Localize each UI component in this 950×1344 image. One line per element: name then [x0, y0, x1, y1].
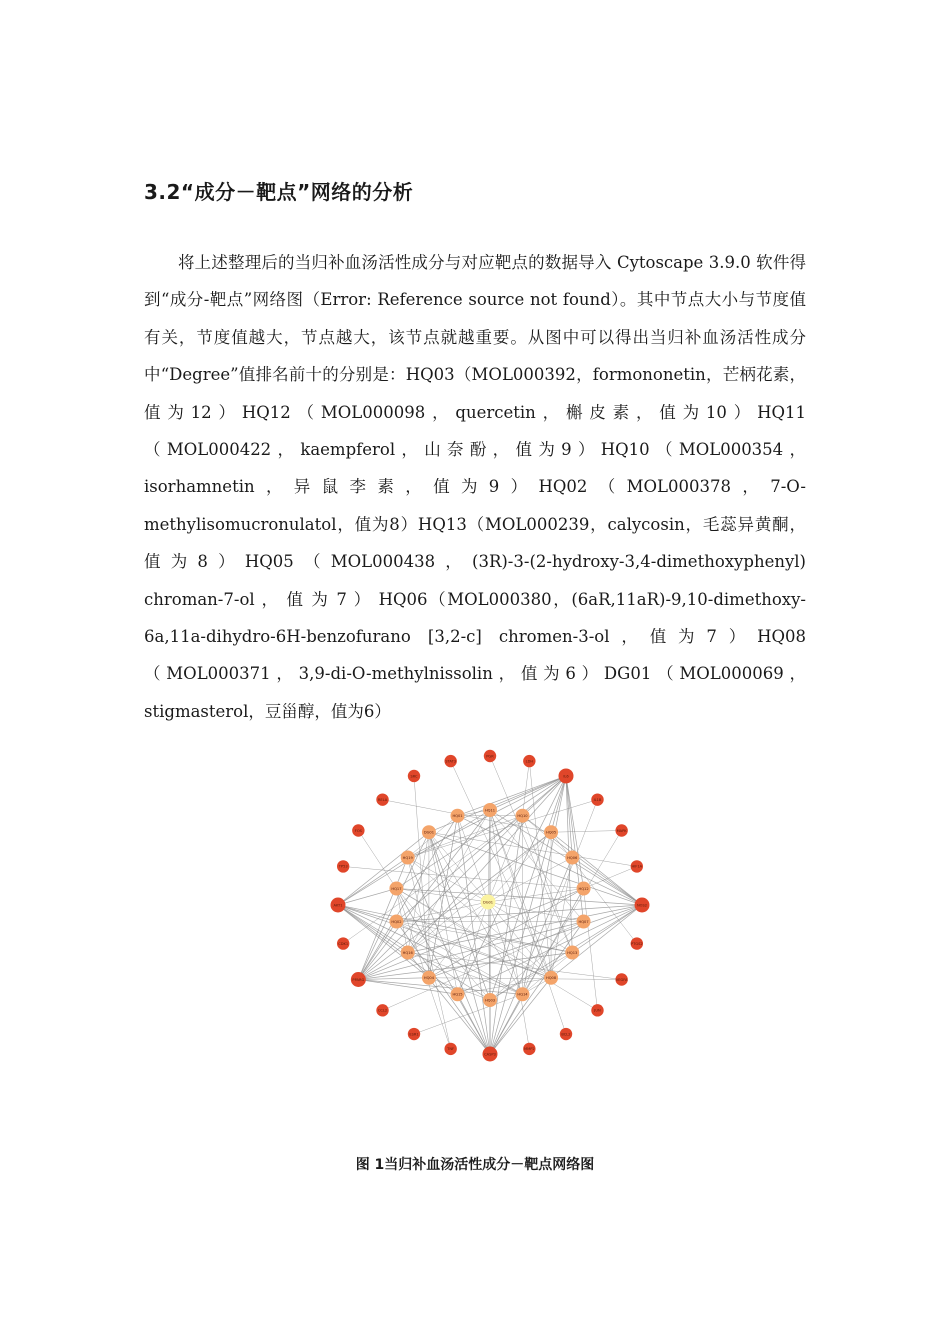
edge — [490, 858, 572, 1055]
target-node-ptgs2 — [631, 937, 643, 949]
target-node-mapk — [615, 824, 627, 836]
node-label: BCL2 — [561, 1032, 571, 1037]
edge — [490, 810, 551, 978]
edge — [429, 832, 490, 1054]
node-label: FOS — [354, 828, 362, 833]
ingredient-node-hq17 — [389, 882, 403, 896]
target-node-pgr — [484, 750, 496, 762]
node-label: JUN — [594, 1008, 601, 1013]
node-label: HQ15 — [452, 992, 463, 997]
target-node-fos — [352, 824, 364, 836]
target-node-il1b — [591, 793, 603, 805]
edge — [338, 889, 396, 905]
ingredient-node-hq02 — [389, 914, 403, 928]
node-label: HQ12 — [578, 886, 589, 891]
target-node-hif1a — [631, 860, 643, 872]
ingredient-node-hq14 — [515, 987, 529, 1001]
node-label: DG01 — [482, 900, 494, 905]
edge — [584, 889, 598, 1011]
node-label: HQ19 — [402, 855, 413, 860]
edge — [551, 831, 622, 833]
ingredient-node-hq12 — [577, 882, 591, 896]
node-label: HQ03 — [484, 998, 496, 1003]
ingredient-node-hq10 — [515, 809, 529, 823]
node-label: HQ01 — [452, 814, 463, 819]
ingredient-node-hq15 — [451, 987, 465, 1001]
target-node-cdk1 — [337, 937, 349, 949]
edge — [490, 776, 566, 810]
ingredient-node-hq05 — [544, 825, 558, 839]
target-node-mmp2 — [523, 1043, 535, 1055]
edge — [429, 776, 566, 832]
target-node-tp53 — [337, 860, 349, 872]
ingredient-node-hq04 — [422, 971, 436, 985]
ingredient-node-hq16 — [401, 946, 415, 960]
ingredient-node-hq13 — [565, 946, 579, 960]
figure-caption: 图 1当归补血汤活性成分－靶点网络图 — [355, 1157, 595, 1173]
node-label: MMP2 — [524, 1047, 535, 1052]
target-node-nos2 — [635, 898, 650, 913]
node-label: NOS2 — [636, 903, 648, 908]
target-node-il6 — [559, 768, 574, 783]
network-graph — [320, 740, 660, 1070]
node-label: TNF — [447, 1047, 455, 1052]
node-label: HQ04 — [423, 976, 434, 981]
node-label: ESR1 — [409, 1032, 419, 1037]
node-label: AKT1 — [333, 903, 343, 908]
edge — [458, 902, 488, 994]
node-label: CASP3 — [484, 1052, 496, 1057]
target-node-vegfa — [615, 973, 628, 985]
node-label: PTGS2 — [630, 941, 643, 946]
node-label: HQ08 — [546, 976, 557, 981]
ingredient-node-hq06 — [565, 851, 579, 865]
node-label: SRC — [410, 774, 418, 779]
node-label: CCL2 — [377, 1008, 388, 1013]
node-label: HQ06 — [567, 855, 578, 860]
edge — [358, 831, 396, 889]
edge — [551, 832, 642, 905]
edge — [358, 953, 407, 980]
ingredient-node-hq03 — [483, 993, 497, 1007]
target-node-esr1 — [408, 1028, 420, 1040]
target-node-rela — [376, 793, 388, 805]
edge — [551, 905, 642, 978]
target-node-bcl2 — [560, 1028, 572, 1040]
body-paragraph: 将上述整理后的当归补血汤活性成分与对应靶点的数据导入 Cytoscape 3.9.0 软件得到“成分-靶点”网络图（Error: Reference source not found）。其中节点大小与节度值有关，节度值越大，节点越大，该节点就越重要。从图中可以得出当归补血汤活性成分中“Degree”值排名前十的分别是：HQ03（MOL000392，formononetin，芒柄花素，值为12）HQ12（MOL000098，quercetin，槲皮素，值为10）HQ11（MOL000422，kaempferol，山奈酚，值为9）HQ10（MOL000354，isorhamnetin，异鼠李素，值为9）HQ02（MOL000378，7-O-methylisomucronulatol，值为8）HQ13（MOL000239，calycosin，毛蕊异黄酮，值为8）HQ05（MOL000438，(3R)-3-(2-hydroxy-3,4-dimethoxyphenyl) chroman-7-ol ， 值 为 7 ） HQ06（MOL000380，(6aR,11aR)-9,10-dimethoxy-6a,11a-dihydro-6H-benzofurano [3,2-c] chromen-3-ol，值为7）HQ08（MOL000371，3,9-di-O-methylnissolin，值为6）DG01（MOL000069，stigmasterol，豆甾醇，值为6） — [144, 253, 806, 721]
node-label: HIF1A — [631, 864, 643, 869]
target-node-tnf — [444, 1043, 456, 1055]
target-node-ldh — [523, 755, 535, 767]
node-label: PPARG — [352, 977, 365, 982]
node-label: HQ16 — [402, 950, 413, 955]
target-node-casp3 — [483, 1047, 498, 1062]
node-label: STAT3 — [445, 759, 457, 764]
target-node-akt1 — [331, 898, 346, 913]
edge — [408, 902, 488, 953]
center-node-dg01 — [481, 895, 496, 910]
node-label: HQ17 — [391, 886, 402, 891]
ingredient-node-hq19 — [401, 851, 415, 865]
node-label: DG01 — [423, 830, 434, 835]
node-label: VEGFA — [615, 977, 628, 982]
target-node-stat3 — [444, 755, 456, 767]
target-node-src — [408, 770, 420, 782]
node-label: IL1B — [593, 797, 602, 802]
edge — [522, 761, 529, 816]
node-label: HQ11 — [484, 808, 496, 813]
node-label: RELA — [377, 797, 388, 802]
ingredient-node-hq01 — [451, 809, 465, 823]
edge — [338, 905, 429, 978]
network-figure — [320, 740, 660, 1070]
section-heading: 3.2“成分－靶点”网络的分析 — [144, 180, 414, 204]
edge — [488, 858, 572, 903]
node-label: HQ10 — [517, 814, 528, 819]
target-node-ccl2 — [376, 1004, 388, 1016]
node-label: PGR — [486, 754, 494, 759]
ingredient-node-hq11 — [483, 803, 497, 817]
edge — [488, 902, 584, 921]
edge — [566, 776, 584, 889]
node-label: HQ05 — [546, 830, 557, 835]
node-label: TP53 — [338, 864, 348, 869]
node-label: HQ14 — [517, 992, 528, 997]
node-label: HQ13 — [567, 950, 578, 955]
node-label: IL6 — [563, 774, 569, 779]
node-label: CDK1 — [338, 941, 349, 946]
node-label: HQ02 — [391, 919, 402, 924]
ingredient-node-hq08 — [544, 971, 558, 985]
target-node-pparg — [351, 972, 366, 987]
node-label: HQ07 — [578, 919, 589, 924]
node-label: LDH — [525, 759, 534, 764]
edge — [414, 994, 522, 1034]
ingredient-node-hq07 — [577, 914, 591, 928]
target-node-jun — [591, 1004, 603, 1016]
node-label: MAPK — [616, 828, 627, 833]
ingredient-node-dg01 — [422, 825, 436, 839]
